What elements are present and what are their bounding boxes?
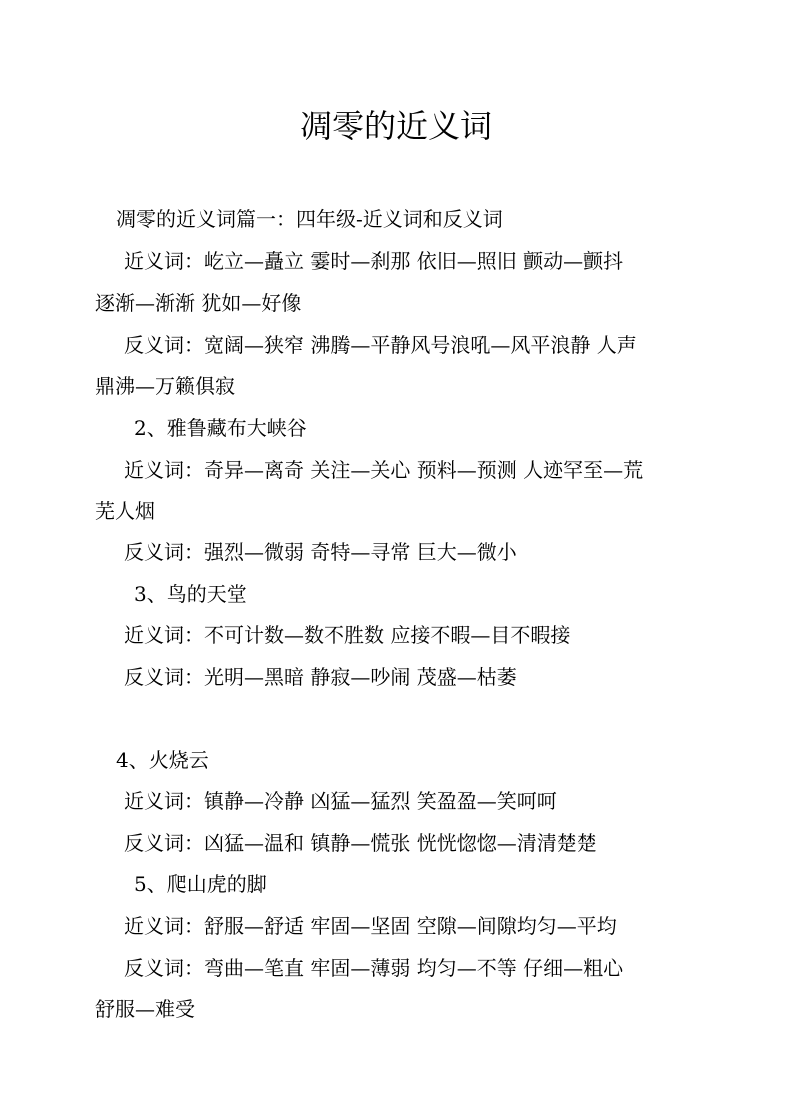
section-heading: 凋零的近义词篇一：四年级-近义词和反义词 [116,207,503,231]
text-line: 芜人烟 [95,499,155,523]
document-title: 凋零的近义词 [299,107,492,145]
text-line: 近义词：屹立—矗立 霎时—刹那 依旧—照旧 颤动—颤抖 [124,249,624,273]
text-line: 反义词：强烈—微弱 奇特—寻常 巨大—微小 [124,540,517,564]
text-line: 近义词：不可计数—数不胜数 应接不暇—目不暇接 [124,623,571,647]
text-line: 舒服—难受 [95,997,195,1021]
lesson-heading: 2、雅鲁藏布大峡谷 [134,416,307,440]
lesson-heading: 5、爬山虎的脚 [134,872,267,896]
text-line: 鼎沸—万籁俱寂 [95,374,235,398]
lesson-heading: 3、鸟的天堂 [134,582,247,606]
text-line: 反义词：凶猛—温和 镇静—慌张 恍恍惚惚—清清楚楚 [124,831,597,855]
text-line: 逐渐—渐渐 犹如—好像 [95,291,302,315]
lesson-heading: 4、火烧云 [116,748,209,772]
text-line: 反义词：光明—黑暗 静寂—吵闹 茂盛—枯萎 [124,665,517,689]
text-line: 近义词：镇静—冷静 凶猛—猛烈 笑盈盈—笑呵呵 [124,789,557,813]
text-line: 反义词：宽阔—狭窄 沸腾—平静风号浪吼—风平浪静 人声 [124,333,637,357]
text-line: 反义词：弯曲—笔直 牢固—薄弱 均匀—不等 仔细—粗心 [124,956,624,980]
text-line: 近义词：舒服—舒适 牢固—坚固 空隙—间隙均匀—平均 [124,914,617,938]
text-line: 近义词：奇异—离奇 关注—关心 预料—预测 人迹罕至—荒 [124,458,644,482]
